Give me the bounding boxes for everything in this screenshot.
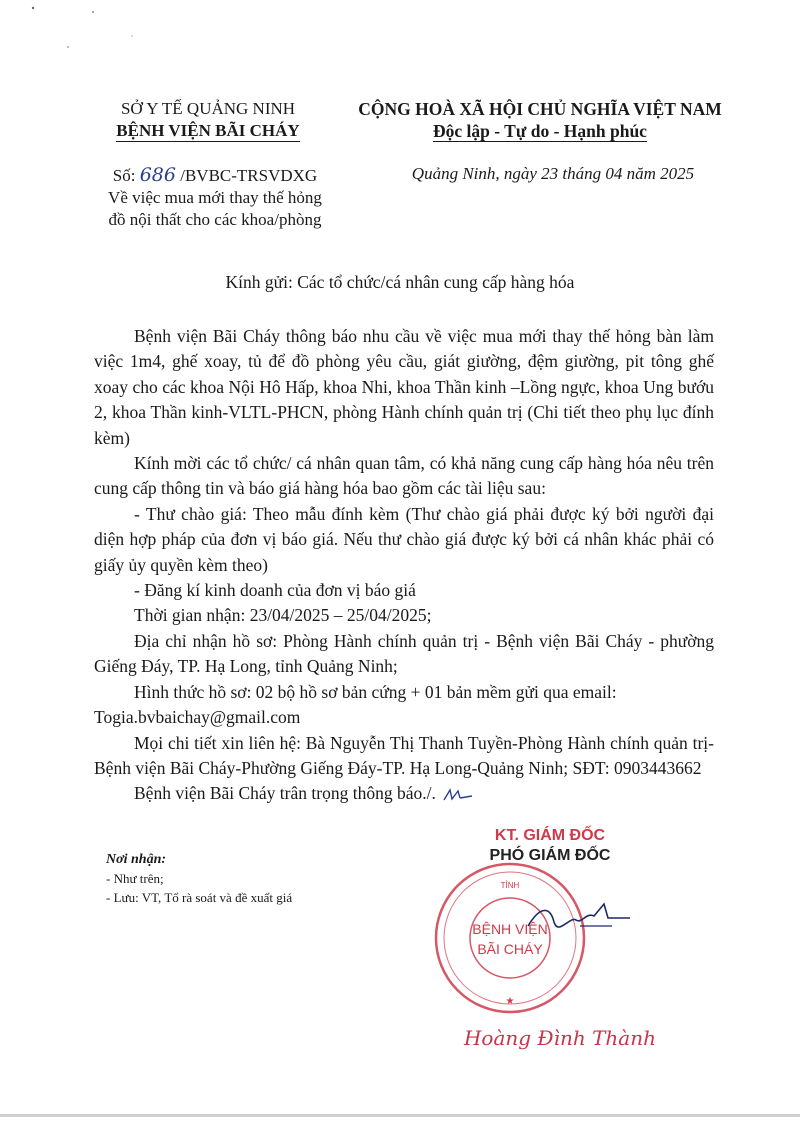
signer-title-line-2: PHÓ GIÁM ĐỐC [489,847,611,864]
subject-line-2: đồ nội thất cho các khoa/phòng [108,210,322,229]
document-number [80,164,350,187]
svg-text:BỆNH VIỆN: BỆNH VIỆN [472,921,548,937]
svg-text:TỈNH: TỈNH [500,881,520,890]
initial-mark-icon [440,786,474,804]
scan-specks [0,0,800,60]
svg-text:BÃI CHÁY: BÃI CHÁY [477,941,543,957]
body-paragraph-3: - Thư chào giá: Theo mẫu đính kèm (Thư chào giá phải được ký bởi người đại diện hợp pháp của đơn vị báo giá. Nếu thư chào giá được ký bởi cá nhân khác phải có giấy ủy quyền kèm theo) [94,503,714,575]
scan-edge [0,1112,800,1118]
body-paragraph-6: Địa chỉ nhận hồ sơ: Phòng Hành chính quản trị - Bệnh viện Bãi Cháy - phường Giếng Đáy, TP. Hạ Long, tỉnh Quảng Ninh; [94,630,714,677]
greeting: Kính gửi: Các tổ chức/cá nhân cung cấp hàng hóa [225,272,575,292]
number-code: /BVBC-TRSVDXG [180,166,318,185]
handwritten-signature-icon [520,886,640,946]
svg-text:★: ★ [505,996,515,1007]
number-prefix: Số: [112,166,136,185]
nation-motto: Độc lập - Tự do - Hạnh phúc [433,121,647,141]
nation-title: CỘNG HOÀ XÃ HỘI CHỦ NGHĨA VIỆT NAM [358,99,722,119]
body-paragraph-1: Bệnh viện Bãi Cháy thông báo nhu cầu về việc mua mới thay thế hỏng bàn làm việc 1m4, ghế xoay, tủ để đồ phòng yêu cầu, giát giường, đệm giường, pit tông ghế xoay cho các khoa Nội Hô Hấp, khoa Nhi, khoa Thần kinh –Lồng ngực, khoa Ung bướu 2, khoa Thần kinh-VLTL-PHCN, phòng Hành chính quản trị (Chi tiết theo phụ lục đính kèm) [94,326,714,448]
org-header [88,98,328,142]
org-line-2: BỆNH VIỆN BÃI CHÁY [116,121,300,140]
subject-line-1: Về việc mua mới thay thế hỏng [108,188,322,207]
contact-email: Togia.bvbaichay@gmail.com [94,707,301,728]
org-line-1: SỞ Y TẾ QUẢNG NINH [120,99,296,118]
body-paragraph-7: Hình thức hồ sơ: 02 bộ hồ sơ bản cứng + 01 bản mềm gửi qua email: [134,681,617,702]
recipients-title: Nơi nhận: [106,852,167,867]
handwritten-number: 686 [139,164,176,186]
signer-title-line-1: KT. GIÁM ĐỐC [494,827,606,844]
document-body [94,324,714,807]
nation-header [340,98,740,142]
recipient-item-2: - Lưu: VT, Tổ rà soát và đề xuất giá [106,890,293,905]
recipient-item-1: - Như trên; [106,871,164,886]
body-paragraph-8: Mọi chi tiết xin liên hệ: Bà Nguyễn Thị Thanh Tuyền-Phòng Hành chính quản trị-Bệnh viện Bãi Cháy-Phường Giếng Đáy-TP. Hạ Long-Quảng Ninh; SĐT: 0903443662 [94,732,714,778]
closing-sentence: Bệnh viện Bãi Cháy trân trọng thông báo./. [134,783,436,804]
body-paragraph-5: Thời gian nhận: 23/04/2025 – 25/04/2025; [134,605,432,626]
document-number-block [80,164,350,231]
body-paragraph-9 [94,781,714,806]
signature-block [430,826,690,1086]
document-date: Quảng Ninh, ngày 23 tháng 04 năm 2025 [411,164,695,183]
body-paragraph-2: Kính mời các tổ chức/ cá nhân quan tâm, có khả năng cung cấp hàng hóa nêu trên cung cấp thông tin và báo giá hàng hóa bao gồm các tài liệu sau: [94,453,714,499]
body-paragraph-4: - Đăng kí kinh doanh của đơn vị báo giá [134,580,416,601]
signer-name: Hoàng Đình Thành [463,1026,656,1050]
recipients [106,850,406,907]
